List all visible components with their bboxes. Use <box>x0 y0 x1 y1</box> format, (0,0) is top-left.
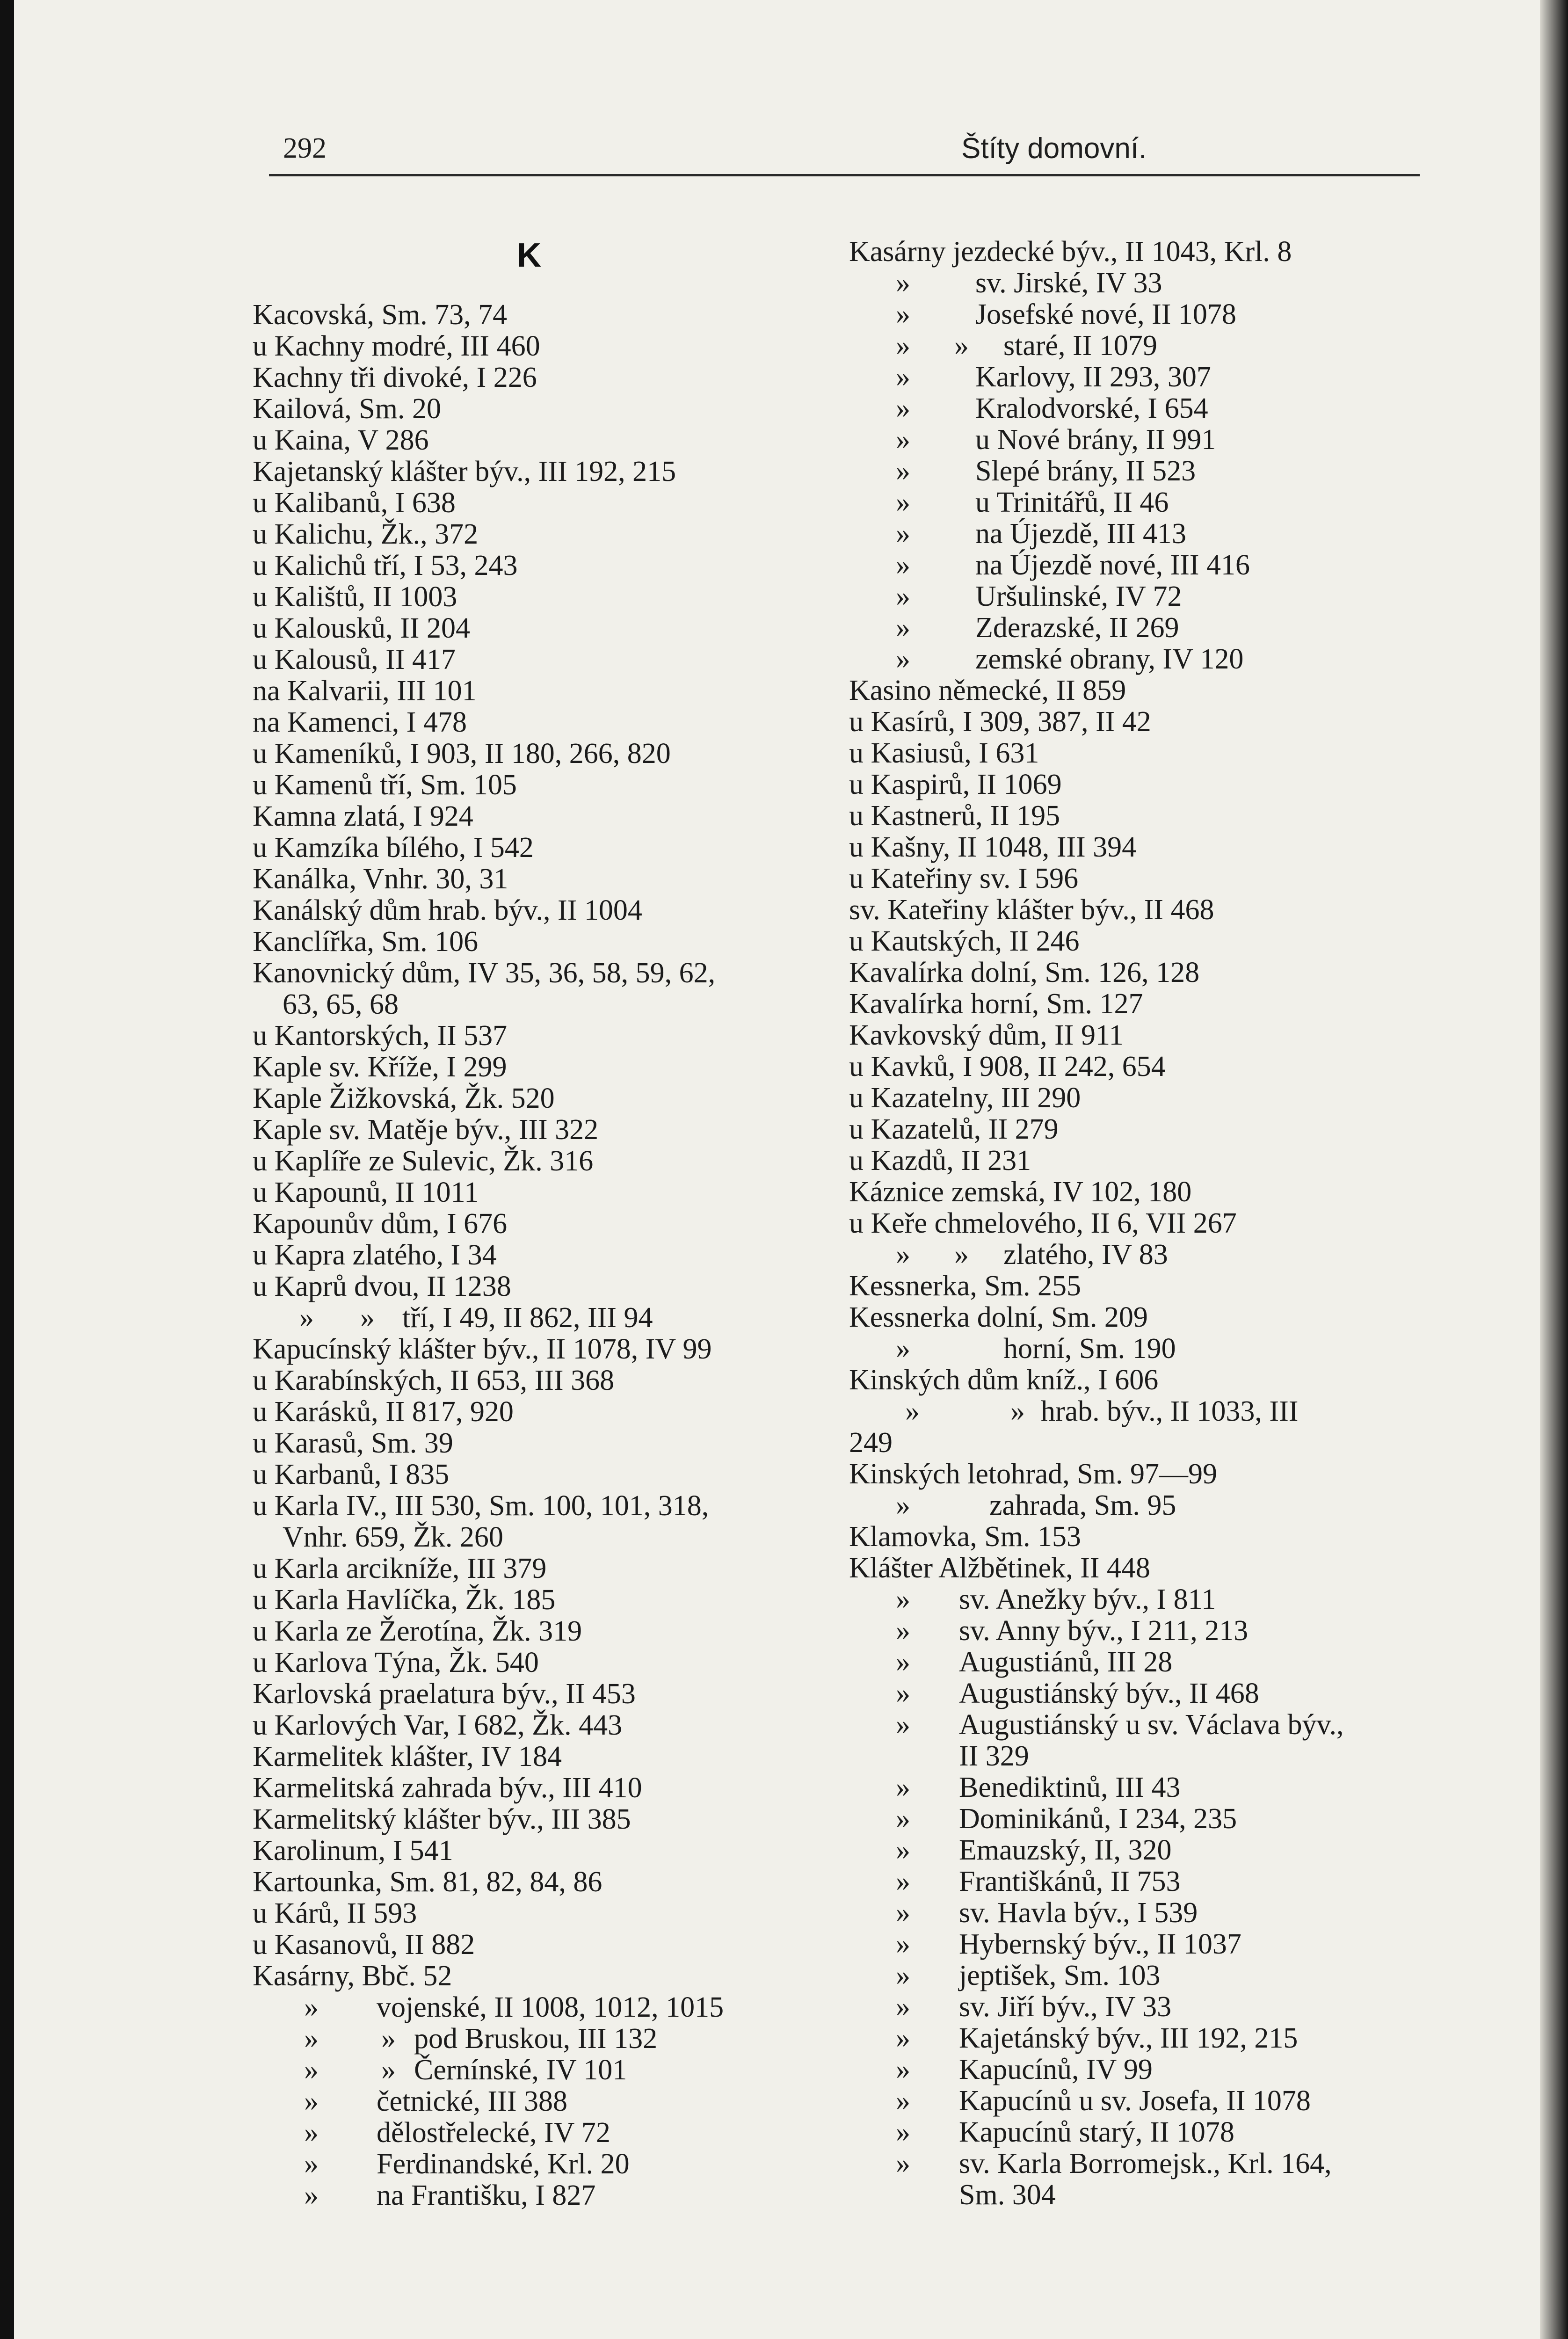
ditto-mark: » <box>896 612 910 644</box>
ditto-mark: » <box>1010 1395 1025 1427</box>
entry-text: Augustiánský u sv. Václava býv., <box>959 1709 1344 1741</box>
index-entry <box>849 518 1443 550</box>
ditto-mark: » <box>360 1302 375 1334</box>
ditto-mark: » <box>304 2054 319 2086</box>
index-entry: Kamna zlatá, I 924 <box>253 800 473 832</box>
ditto-mark: » <box>896 2116 910 2148</box>
index-entry <box>253 2149 814 2180</box>
index-entry: u Kasanovů, II 882 <box>253 1929 475 1961</box>
index-entry <box>849 550 1443 581</box>
index-entry <box>849 1960 1443 1991</box>
ditto-mark: » <box>896 1960 910 1991</box>
entry-text: Kapucínů starý, II 1078 <box>959 2116 1234 2148</box>
ditto-mark: » <box>896 1333 910 1365</box>
ditto-mark: » <box>896 1897 910 1929</box>
index-entry: u Kasírů, I 309, 387, II 42 <box>849 706 1151 738</box>
entry-text: na Újezdě, III 413 <box>975 518 1187 550</box>
index-entry <box>849 1396 1443 1427</box>
entry-text: sv. Anny býv., I 211, 213 <box>959 1615 1249 1647</box>
index-entry <box>849 1772 1443 1803</box>
index-entry <box>253 2055 814 2086</box>
ditto-mark: » <box>896 2085 910 2117</box>
index-entry <box>253 2117 814 2149</box>
index-entry <box>849 268 1443 299</box>
entry-text: Emauzský, II, 320 <box>959 1834 1172 1866</box>
index-entry <box>849 393 1443 424</box>
index-entry <box>849 1866 1443 1897</box>
entry-text: Augustiánský býv., II 468 <box>959 1678 1259 1709</box>
entry-text: dělostřelecké, IV 72 <box>377 2117 610 2149</box>
index-entry: u Kachny modré, III 460 <box>253 330 540 362</box>
ditto-mark: » <box>896 392 910 424</box>
ditto-mark: » <box>896 581 910 612</box>
index-entry <box>253 2086 814 2117</box>
entry-text: sv. Jirské, IV 33 <box>975 267 1162 299</box>
index-entry: Sm. 304 <box>959 2179 1056 2211</box>
index-entry: Kinských dům kníž., I 606 <box>849 1364 1159 1396</box>
entry-text: staré, II 1079 <box>1003 330 1157 362</box>
index-entry: Kavalírka dolní, Sm. 126, 128 <box>849 957 1200 988</box>
index-entry: u Kalousů, II 417 <box>253 644 456 676</box>
entry-text: na Františku, I 827 <box>377 2179 596 2211</box>
index-entry: u Kamzíka bílého, I 542 <box>253 832 534 864</box>
index-entry <box>849 1929 1443 1960</box>
entry-text: horní, Sm. 190 <box>1003 1333 1176 1365</box>
index-entry: u Kantorských, II 537 <box>253 1020 508 1052</box>
ditto-mark: » <box>896 2054 910 2085</box>
ditto-mark: » <box>896 2022 910 2054</box>
index-entry: u Kaspirů, II 1069 <box>849 769 1062 800</box>
index-entry: Kacovská, Sm. 73, 74 <box>253 299 508 331</box>
ditto-mark: » <box>905 1395 920 1427</box>
index-entry: u Karla arcikníže, III 379 <box>253 1553 547 1584</box>
index-entry: u Kastnerů, II 195 <box>849 800 1060 832</box>
index-entry: Kapucínský klášter býv., II 1078, IV 99 <box>253 1333 712 1365</box>
index-entry: Kanálka, Vnhr. 30, 31 <box>253 863 508 895</box>
index-entry: u Karla Havlíčka, Žk. 185 <box>253 1584 556 1616</box>
entry-text: hrab. býv., II 1033, III <box>1041 1395 1299 1427</box>
index-entry: Vnhr. 659, Žk. 260 <box>283 1521 503 1553</box>
index-entry: u Kazatelů, II 279 <box>849 1113 1059 1145</box>
index-entry <box>849 1333 1443 1365</box>
index-entry <box>849 1584 1443 1615</box>
index-entry: u Karabínských, II 653, III 368 <box>253 1365 615 1396</box>
index-entry <box>849 362 1443 393</box>
ditto-mark: » <box>299 1302 314 1334</box>
index-entry: u Kapra zlatého, I 34 <box>253 1239 497 1271</box>
ditto-mark: » <box>304 1991 319 2023</box>
index-entry: Kartounka, Sm. 81, 82, 84, 86 <box>253 1866 603 1898</box>
index-entry <box>849 456 1443 487</box>
index-entry: u Kameníků, I 903, II 180, 266, 820 <box>253 738 671 770</box>
entry-text: Augustiánů, III 28 <box>959 1646 1173 1678</box>
ditto-mark: » <box>896 424 910 456</box>
section-title: Štíty domovní. <box>961 132 1147 165</box>
index-entry: u Kalichů tří, I 53, 243 <box>253 550 518 581</box>
entry-text: Hybernský býv., II 1037 <box>959 1928 1241 1960</box>
entry-text: Dominikánů, I 234, 235 <box>959 1803 1237 1835</box>
ditto-mark: » <box>896 1489 910 1521</box>
ditto-mark: » <box>381 2054 396 2086</box>
index-entry: u Karlových Var, I 682, Žk. 443 <box>253 1709 623 1741</box>
entry-text: na Újezdě nové, III 416 <box>975 549 1250 581</box>
book-page <box>14 0 1558 2339</box>
index-entry: u Karlova Týna, Žk. 540 <box>253 1647 539 1678</box>
entry-text: Kralodvorské, I 654 <box>975 392 1208 424</box>
header-rule <box>269 174 1420 176</box>
index-entry: Káznice zemská, IV 102, 180 <box>849 1176 1192 1208</box>
entry-text: Kapucínů, IV 99 <box>959 2054 1153 2085</box>
entry-text: sv. Karla Borromejsk., Krl. 164, <box>959 2148 1332 2179</box>
entry-text: pod Bruskou, III 132 <box>414 2023 658 2055</box>
index-entry: u Karásků, II 817, 920 <box>253 1396 514 1428</box>
index-entry: Karmelitský klášter býv., III 385 <box>253 1803 631 1835</box>
index-entry: u Kamenů tří, Sm. 105 <box>253 769 517 801</box>
index-entry: II 329 <box>959 1740 1029 1772</box>
ditto-mark: » <box>896 1584 910 1615</box>
ditto-mark: » <box>304 2023 319 2055</box>
index-entry <box>253 2180 814 2211</box>
index-entry: u Kapounů, II 1011 <box>253 1177 479 1208</box>
page-number: 292 <box>283 132 327 164</box>
ditto-mark: » <box>304 2117 319 2149</box>
index-entry: Kaple sv. Kříže, I 299 <box>253 1051 507 1083</box>
index-entry: Kanovnický dům, IV 35, 36, 58, 59, 62, <box>253 957 716 989</box>
ditto-mark: » <box>896 518 910 550</box>
index-entry <box>849 1490 1443 1521</box>
ditto-mark: » <box>896 1646 910 1678</box>
index-entry: u Kalousků, II 204 <box>253 612 470 644</box>
index-entry <box>849 1678 1443 1709</box>
entry-text: Karlovy, II 293, 307 <box>975 361 1211 393</box>
section-letter: K <box>517 237 541 274</box>
index-entry: u Kaina, V 286 <box>253 424 429 456</box>
index-entry: Kessnerka, Sm. 255 <box>849 1270 1081 1302</box>
index-entry <box>849 424 1443 456</box>
ditto-mark: » <box>896 1991 910 2023</box>
ditto-mark: » <box>896 643 910 675</box>
index-entry: u Kautských, II 246 <box>849 925 1080 957</box>
index-entry: Kaple Žižkovská, Žk. 520 <box>253 1082 555 1114</box>
entry-text: Josefské nové, II 1078 <box>975 298 1236 330</box>
ditto-mark: » <box>896 1772 910 1803</box>
ditto-mark: » <box>304 2148 319 2180</box>
page-edge-shadow <box>1540 0 1568 2339</box>
index-entry: u Karasů, Sm. 39 <box>253 1427 453 1459</box>
entry-text: vojenské, II 1008, 1012, 1015 <box>377 1991 724 2023</box>
index-entry: Kailová, Sm. 20 <box>253 393 441 425</box>
index-entry <box>849 2085 1443 2117</box>
ditto-mark: » <box>896 549 910 581</box>
ditto-mark: » <box>896 298 910 330</box>
entry-text: sv. Anežky býv., I 811 <box>959 1584 1216 1615</box>
index-entry: u Keře chmelového, II 6, VII 267 <box>849 1207 1237 1239</box>
index-entry: u Kaplíře ze Sulevic, Žk. 316 <box>253 1145 594 1177</box>
index-entry <box>849 330 1443 362</box>
index-entry: Kinských letohrad, Sm. 97—99 <box>849 1458 1217 1490</box>
index-entry: Kavkovský dům, II 911 <box>849 1019 1124 1051</box>
index-entry <box>849 487 1443 518</box>
index-entry: Kasárny jezdecké býv., II 1043, Krl. 8 <box>849 236 1292 268</box>
index-entry <box>849 1239 1443 1271</box>
entry-text: u Trinitářů, II 46 <box>975 487 1169 518</box>
index-entry: Karmelitská zahrada býv., III 410 <box>253 1772 642 1804</box>
ditto-mark: » <box>896 1834 910 1866</box>
entry-text: sv. Jiří býv., IV 33 <box>959 1991 1172 2023</box>
page-header <box>269 132 1431 169</box>
index-entry <box>253 1992 814 2023</box>
entry-text: Zderazské, II 269 <box>975 612 1179 644</box>
index-entry: Karolinum, I 541 <box>253 1835 453 1867</box>
index-entry: Kanálský dům hrab. býv., II 1004 <box>253 894 642 926</box>
index-entry: u Karla IV., III 530, Sm. 100, 101, 318, <box>253 1490 709 1522</box>
ditto-mark: » <box>896 487 910 518</box>
index-entry: Klášter Alžbětinek, II 448 <box>849 1552 1150 1584</box>
entry-text: jeptišek, Sm. 103 <box>959 1960 1161 1991</box>
ditto-mark: » <box>896 1678 910 1709</box>
index-entry: Kanclířka, Sm. 106 <box>253 926 479 958</box>
ditto-mark: » <box>896 267 910 299</box>
index-entry: u Kavků, I 908, II 242, 654 <box>849 1051 1166 1082</box>
index-entry: Kachny tři divoké, I 226 <box>253 362 537 393</box>
index-entry: u Kalištů, II 1003 <box>253 581 457 613</box>
index-entry: Kavalírka horní, Sm. 127 <box>849 988 1143 1020</box>
ditto-mark: » <box>304 2179 319 2211</box>
index-entry: na Kamenci, I 478 <box>253 706 467 738</box>
index-entry <box>849 581 1443 612</box>
index-entry: Kasino německé, II 859 <box>849 675 1126 706</box>
ditto-mark: » <box>896 1866 910 1897</box>
entry-text: tří, I 49, II 862, III 94 <box>402 1302 653 1334</box>
ditto-mark: » <box>896 1615 910 1647</box>
index-entry: Karlovská praelatura býv., II 453 <box>253 1678 636 1710</box>
index-entry <box>849 2117 1443 2148</box>
index-entry <box>849 2148 1443 2179</box>
index-entry: u Kazdů, II 231 <box>849 1145 1031 1177</box>
entry-text: Ferdinandské, Krl. 20 <box>377 2148 630 2180</box>
index-entry <box>849 1709 1443 1741</box>
ditto-mark: » <box>896 1709 910 1741</box>
entry-text: Uršulinské, IV 72 <box>975 581 1182 612</box>
ditto-mark: » <box>896 330 910 362</box>
entry-text: Kapucínů u sv. Josefa, II 1078 <box>959 2085 1311 2117</box>
entry-text: četnické, III 388 <box>377 2085 567 2117</box>
left-column <box>253 299 814 2211</box>
ditto-mark: » <box>896 2148 910 2179</box>
index-entry <box>849 1897 1443 1929</box>
index-entry: u Kárů, II 593 <box>253 1897 417 1929</box>
index-entry <box>849 1835 1443 1866</box>
index-entry: u Kašny, II 1048, III 394 <box>849 831 1137 863</box>
entry-text: Slepé brány, II 523 <box>975 455 1196 487</box>
index-entry: Kasárny, Bbč. 52 <box>253 1960 452 1992</box>
ditto-mark: » <box>304 2085 319 2117</box>
index-entry <box>849 1991 1443 2023</box>
ditto-mark: » <box>954 330 969 362</box>
index-entry <box>849 299 1443 330</box>
index-entry: u Kaprů dvou, II 1238 <box>253 1271 511 1302</box>
right-column <box>849 236 1443 2211</box>
entry-text: zahrada, Sm. 95 <box>989 1489 1176 1521</box>
index-entry <box>849 1647 1443 1678</box>
index-entry <box>849 1803 1443 1835</box>
index-entry <box>253 2023 814 2055</box>
index-entry: Kajetanský klášter býv., III 192, 215 <box>253 456 676 487</box>
entry-text: Černínské, IV 101 <box>414 2054 627 2086</box>
index-entry <box>849 1615 1443 1647</box>
index-entry: u Kasiusů, I 631 <box>849 737 1039 769</box>
index-entry: u Kalibanů, I 638 <box>253 487 456 519</box>
index-entry: sv. Kateřiny klášter býv., II 468 <box>849 894 1214 926</box>
index-entry: Kapounův dům, I 676 <box>253 1208 508 1240</box>
entry-text: sv. Havla býv., I 539 <box>959 1897 1198 1929</box>
index-entry <box>849 2054 1443 2085</box>
index-entry <box>849 644 1443 675</box>
index-entry: 249 <box>849 1427 893 1459</box>
index-entry: Kessnerka dolní, Sm. 209 <box>849 1301 1148 1333</box>
index-entry: u Kazatelny, III 290 <box>849 1082 1081 1114</box>
entry-text: zlatého, IV 83 <box>1003 1239 1168 1271</box>
entry-text: zemské obrany, IV 120 <box>975 643 1244 675</box>
ditto-mark: » <box>896 1803 910 1835</box>
ditto-mark: » <box>381 2023 396 2055</box>
ditto-mark: » <box>896 361 910 393</box>
index-entry <box>849 612 1443 644</box>
index-entry: Kaple sv. Matěje býv., III 322 <box>253 1114 599 1146</box>
ditto-mark: » <box>896 1928 910 1960</box>
index-entry: u Karbanů, I 835 <box>253 1459 450 1490</box>
ditto-mark: » <box>954 1239 969 1271</box>
index-entry: u Kalichu, Žk., 372 <box>253 518 479 550</box>
index-entry: Klamovka, Sm. 153 <box>849 1521 1081 1553</box>
ditto-mark: » <box>896 455 910 487</box>
index-entry <box>849 2023 1443 2054</box>
ditto-mark: » <box>896 1239 910 1271</box>
entry-text: u Nové brány, II 991 <box>975 424 1216 456</box>
entry-text: Kajetánský býv., III 192, 215 <box>959 2022 1298 2054</box>
index-entry: 63, 65, 68 <box>283 988 399 1020</box>
index-entry: u Kateřiny sv. I 596 <box>849 863 1079 894</box>
index-entry <box>253 1302 814 1334</box>
entry-text: Františkánů, II 753 <box>959 1866 1181 1897</box>
index-entry: u Karla ze Žerotína, Žk. 319 <box>253 1615 582 1647</box>
entry-text: Benediktinů, III 43 <box>959 1772 1181 1803</box>
index-entry: na Kalvarii, III 101 <box>253 675 477 707</box>
index-entry: Karmelitek klášter, IV 184 <box>253 1741 562 1772</box>
